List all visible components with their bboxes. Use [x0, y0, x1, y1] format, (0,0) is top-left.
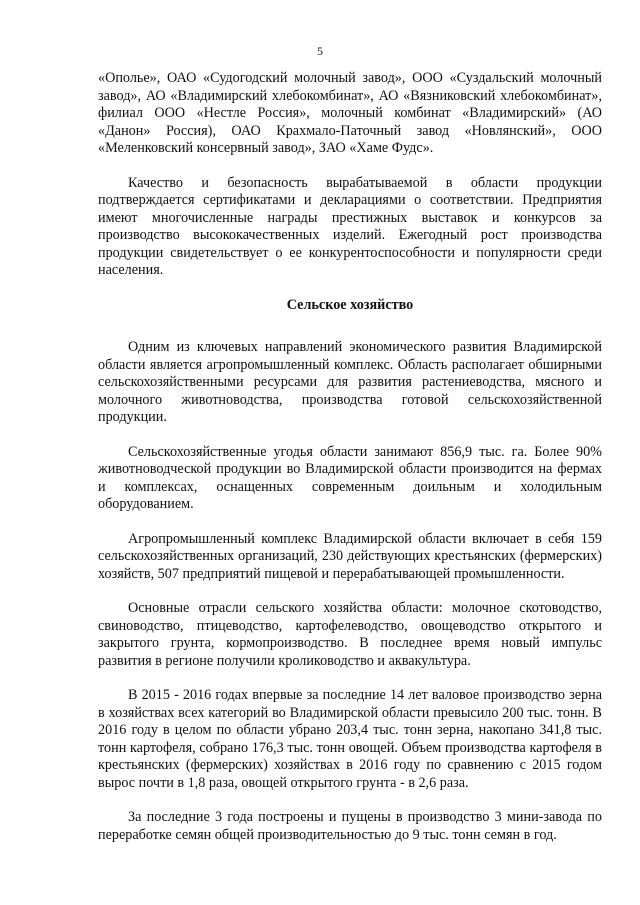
- paragraph-farmland: Сельскохозяйственные угодья области занимают 856,9 тыс. га. Более 90% животноводческой продукции во Владимирской области производится на фермах и комплексах, оснащенных современным доильным и холодильным оборудованием.: [98, 443, 602, 512]
- page-number: 5: [317, 44, 323, 58]
- paragraph-agro-complex: Одним из ключевых направлений экономического развития Владимирской области является агропромышленный комплекс. Область располагает обширными сельскохозяйственными ресурсами для развития растениеводства, мясного и молочного животноводства, производства готовой сельскохозяйственной продукции.: [98, 339, 602, 425]
- paragraph-industries: Основные отрасли сельского хозяйства области: молочное скотоводство, свиноводство, птицеводство, картофелеводство, овощеводство открытого и закрытого грунта, кормопроизводство. В последнее время новый импульс развития в регионе получили кролиководство и аквакультура.: [98, 600, 602, 669]
- paragraph-enterprises-list: «Ополье», ОАО «Судогодский молочный завод», ООО «Суздальский молочный завод», АО «Владимирский хлебокомбинат», АО «Вязниковский хлебокомбинат», филиал ООО «Нестле Россия», молочный комбинат «Владимирский» (АО «Данон» Россия), ОАО Крахмало-Паточный завод «Новлянский», ООО «Меленковский консервный завод», ЗАО «Хаме Фудс».: [98, 70, 602, 156]
- section-heading: Сельское хозяйство: [286, 296, 414, 313]
- paragraph-organizations: Агропромышленный комплекс Владимирской области включает в себя 159 сельскохозяйственных организаций, 230 действующих крестьянских (фермерских) хозяйств, 507 предприятий пищевой и перерабатывающей промышленности.: [98, 530, 602, 582]
- document-body: [98, 70, 602, 861]
- paragraph-seed-plants: За последние 3 года построены и пущены в производство 3 мини-завода по переработке семян общей производительностью до 9 тыс. тонн семян в год.: [98, 809, 602, 843]
- paragraph-harvest: В 2015 - 2016 годах впервые за последние 14 лет валовое производство зерна в хозяйствах всех категорий во Владимирской области превысило 200 тыс. тонн. В 2016 году в целом по области убрано 203,4 тыс. тонн зерна, накопано 341,8 тыс. тонн картофеля, собрано 176,3 тыс. тонн овощей. Объем производства картофеля в крестьянских (фермерских) хозяйствах в 2016 году по сравнению с 2015 годом вырос почти в 1,8 раза, овощей открытого грунта - в 2,6 раза.: [98, 687, 602, 791]
- paragraph-quality: Качество и безопасность вырабатываемой в области продукции подтверждается сертификатами и декларациями о соответствии. Предприятия имеют многочисленные награды престижных выставок и конкурсов за производство высококачественных изделий. Ежегодный рост производства продукции свидетельствует о ее конкурентоспособности и популярности среди населения.: [98, 174, 602, 278]
